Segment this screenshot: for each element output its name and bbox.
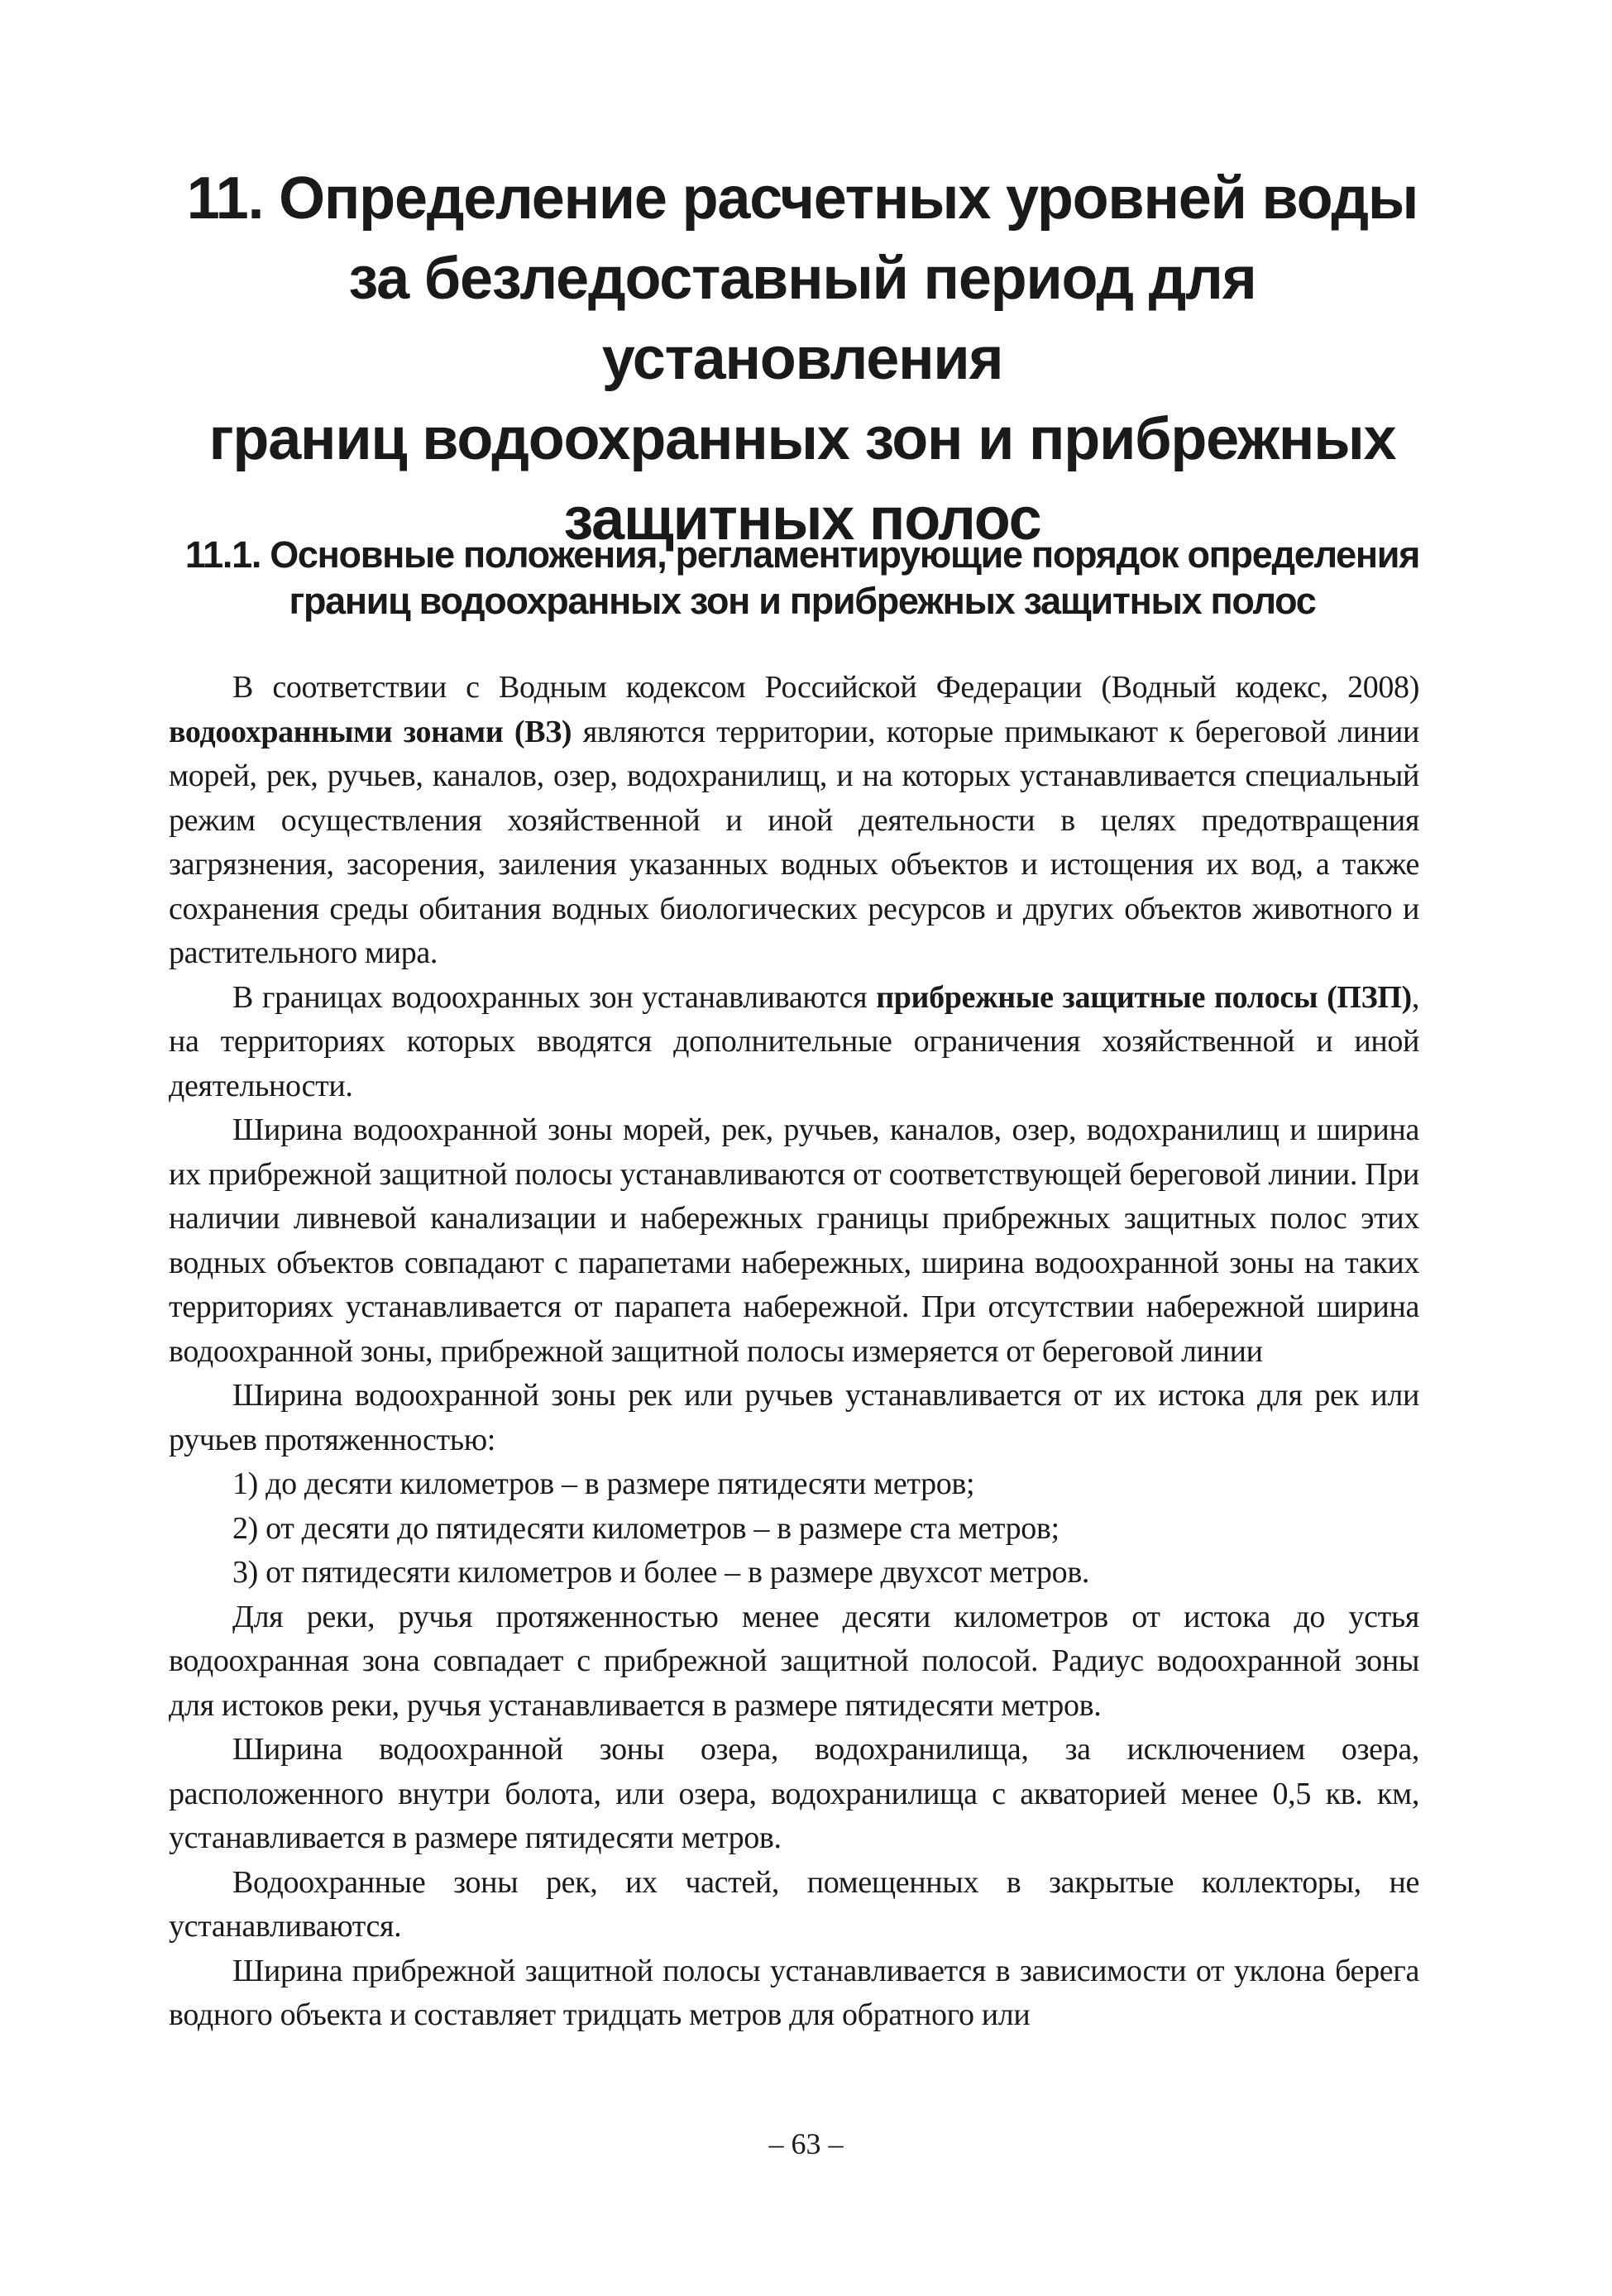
chapter-title-line: за безледоставный период для установления xyxy=(348,246,1256,392)
chapter-title-line: 11. Определение расчетных уровней воды xyxy=(186,165,1418,232)
paragraph-coastal-strips xyxy=(169,976,1419,1109)
paragraph-zone-width: Ширина водоохранной зоны морей, рек, ручьев, каналов, озер, водохранилищ и ширина их прибрежной защитной полосы устанавливаются от соответствующей береговой линии. При наличии ливневой канализации и набережных границы прибрежных защитных полос этих водных объектов совпадают с парапетами набережных, ширина водоохранной зоны на таких территориях устанавливается от парапета набережной. При отсутствии набережной ширина водоохранной зоны, прибрежной защитной полосы измеряется от береговой линии xyxy=(169,1112,1419,1369)
chapter-title-line: границ водоохранных зон и прибрежных xyxy=(208,406,1396,472)
chapter-title-line: защитных полос xyxy=(563,486,1041,552)
paragraph-text: В границах водоохранных зон устанавливаются xyxy=(232,979,877,1015)
section-title xyxy=(165,532,1439,624)
paragraph-short-rivers: Для реки, ручья протяженностью менее десяти километров от истока до устья водоохранная зона совпадает с прибрежной защитной полосой. Радиус водоохранной зоны для истоков реки, ручья устанавливается в размере пятидесяти метров. xyxy=(169,1599,1419,1723)
paragraph-strip-width: Ширина прибрежной защитной полосы устанавливается в зависимости от уклона берега водного объекта и составляет тридцать метров для обратного или xyxy=(169,1953,1419,2032)
paragraph-river-zone-width: Ширина водоохранной зоны рек или ручьев устанавливается от их истока для рек или ручьев протяженностью: xyxy=(169,1378,1419,1457)
page-number: – 63 – xyxy=(768,2127,844,2160)
list-item: 1) до десяти километров – в размере пятидесяти метров; xyxy=(232,1466,975,1501)
term-water-protection-zones: водоохранными зонами (ВЗ) xyxy=(169,714,572,749)
body-text xyxy=(169,666,1419,2038)
paragraph-water-protection-zones xyxy=(169,666,1419,976)
section-title-line: 11.1. Основные положения, регламентирующие порядок определения xyxy=(184,533,1420,576)
paragraph-text: являются территории, которые примыкают к береговой линии морей, рек, ручьев, каналов, озер, водохранилищ, и на которых устанавливается специальный режим осуществления хозяйственной и иной деятельности в целях предотвращения загрязнения, засорения, заиления указанных водных объектов и истощения их вод, а также сохранения среды обитания водных биологических ресурсов и других объектов животного и растительного мира. xyxy=(169,714,1419,970)
term-coastal-protective-strips: прибрежные защитные полосы (ПЗП) xyxy=(876,979,1412,1015)
list-item: 2) от десяти до пятидесяти километров – в размере ста метров; xyxy=(232,1510,1060,1546)
chapter-title xyxy=(165,159,1439,560)
paragraph-text: В соответствии с Водным кодексом Российской Федерации (Водный кодекс, 2008) xyxy=(232,670,1419,705)
section-title-line: границ водоохранных зон и прибрежных защитных полос xyxy=(289,580,1316,622)
paragraph-collectors: Водоохранные зоны рек, их частей, помещенных в закрытые коллекторы, не устанавливаются. xyxy=(169,1864,1419,1944)
paragraph-text: , на территориях которых вводятся дополнительные ограничения хозяйственной и иной деятельности. xyxy=(169,979,1420,1103)
list-item: 3) от пятидесяти километров и более – в размере двухсот метров. xyxy=(232,1555,1090,1590)
paragraph-lakes: Ширина водоохранной зоны озера, водохранилища, за исключением озера, расположенного внутри болота, или озера, водохранилища с акваторией менее 0,5 кв. км, устанавливается в размере пятидесяти метров. xyxy=(169,1732,1419,1855)
